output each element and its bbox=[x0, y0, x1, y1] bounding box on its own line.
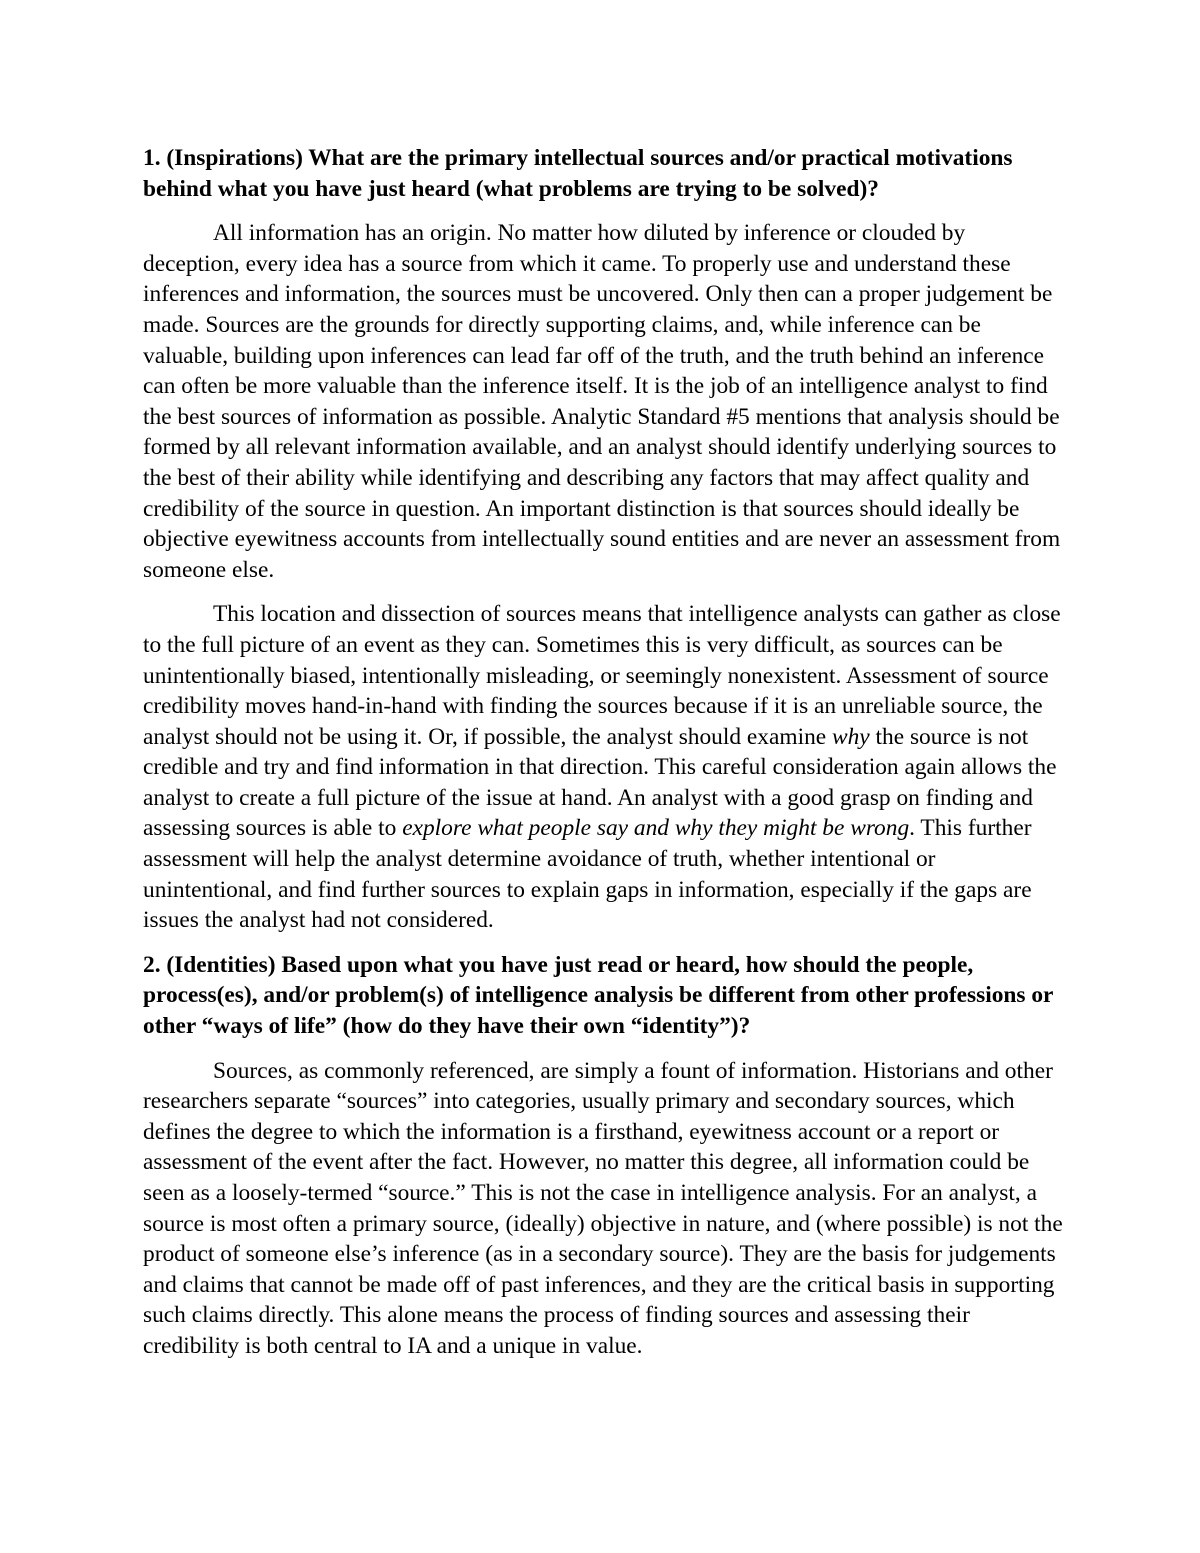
answer-1-paragraph-2 bbox=[143, 599, 1063, 936]
answer-1-paragraph-1: All information has an origin. No matter how diluted by inference or clouded by deception, every idea has a source from which it came. To properly use and understand these inferences and information, the sources must be uncovered. Only then can a proper judgement be made. Sources are the grounds for directly supporting claims, and, while inference can be valuable, building upon inferences can lead far off of the truth, and the truth behind an inference can often be more valuable than the inference itself. It is the job of an intelligence analyst to find the best sources of information as possible. Analytic Standard #5 mentions that analysis should be formed by all relevant information available, and an analyst should identify underlying sources to the best of their ability while identifying and describing any factors that may affect quality and credibility of the source in question. An important distinction is that sources should ideally be objective eyewitness accounts from intellectually sound entities and are never an assessment from someone else. bbox=[143, 220, 1061, 583]
question-1-heading: 1. (Inspirations) What are the primary intellectual sources and/or practical motivations behind what you have just heard (what problems are trying to be solved)? bbox=[143, 145, 1013, 202]
document-body bbox=[143, 143, 1063, 1362]
answer-1-paragraph-2-text-a: This location and dissection of sources means that intelligence analysts can gather as close to the full picture of an event as they can. Sometimes this is very difficult, as sources can be unintentionally biased, intentionally misleading, or seemingly nonexistent. Assessment of source credibility moves hand-in-hand with finding the sources because if it is an unreliable source, the analyst should not be using it. Or, if possible, the analyst should examine bbox=[143, 601, 1061, 750]
emphasis-explore-phrase: explore what people say and why they might be wrong bbox=[402, 815, 910, 842]
question-2-heading: 2. (Identities) Based upon what you have just read or heard, how should the people, process(es), and/or problem(s) of intelligence analysis be different from other professions or other “ways of life” (how do they have their own “identity”)? bbox=[143, 951, 1054, 1040]
answer-2-paragraph-1: Sources, as commonly referenced, are simply a fount of information. Historians and other researchers separate “sources” into categories, usually primary and secondary sources, which defines the degree to which the information is a firsthand, eyewitness account or a report or assessment of the event after the fact. However, no matter this degree, all information could be seen as a loosely-termed “source.” This is not the case in intelligence analysis. For an analyst, a source is most often a primary source, (ideally) objective in nature, and (where possible) is not the product of someone else’s inference (as in a secondary source). They are the basis for judgements and claims that cannot be made off of past inferences, and they are the critical basis in supporting such claims directly. This alone means the process of finding sources and assessing their credibility is both central to IA and a unique in value. bbox=[143, 1057, 1063, 1359]
answer-1-paragraph-2-text-b: the source is not credible and try and find information in that direction. This careful consideration again allows the analyst to create a full picture of the issue at hand. An analyst with a good grasp on finding and assessing sources is able to bbox=[143, 723, 1057, 842]
answer-1-paragraph-2-text-c: . This further assessment will help the analyst determine avoidance of truth, whether intentional or unintentional, and find further sources to explain gaps in information, especially if the gaps are issues the analyst had not considered. bbox=[143, 815, 1032, 934]
emphasis-why: why bbox=[832, 723, 870, 750]
